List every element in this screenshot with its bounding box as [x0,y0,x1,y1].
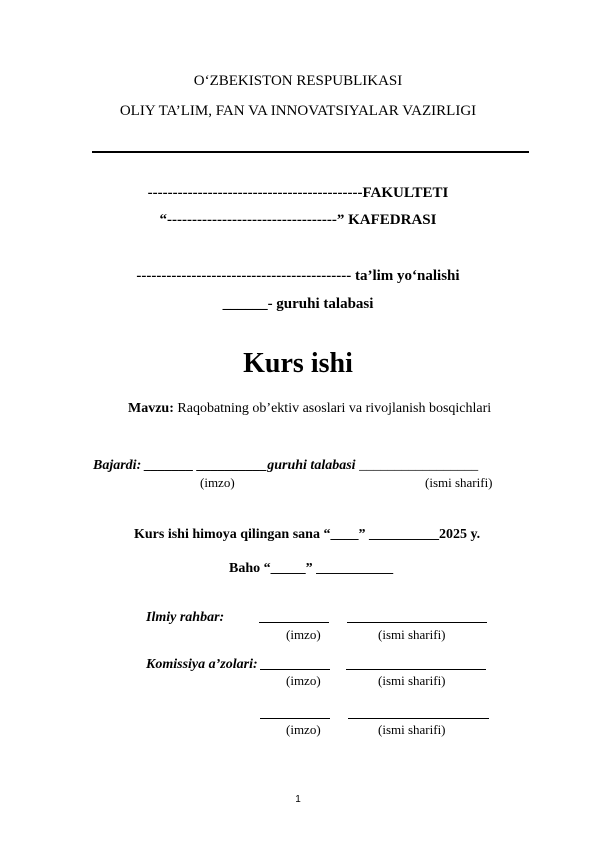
supervisor-signature-blank [259,610,329,623]
commission-name-caption-2: (ismi sharifi) [378,722,446,737]
page-number: 1 [295,794,301,805]
topic-text: Raqobatning ob’ektiv asoslari va rivojlanish bosqichlari [173,401,492,416]
direction-line: ------------------------------------------- ta’lim yo‘nalishi [136,268,460,284]
group-line: ______- guruhi talabasi [222,296,374,312]
header-divider [92,151,529,153]
commission-name-caption-1: (ismi sharifi) [378,673,446,688]
performer-signature-caption: (imzo) [200,475,235,490]
performer-name-caption: (ismi sharifi) [425,475,493,490]
commission-signature-blank-1 [260,657,330,670]
performer-label: Bajardi: [93,458,142,473]
supervisor-name-blank [347,610,487,623]
supervisor-name-caption: (ismi sharifi) [378,627,446,642]
performer-group-text: guruhi talabasi [267,458,356,473]
grade-line: Baho “_____” ___________ [229,561,394,576]
commission-signature-caption-1: (imzo) [286,673,321,688]
supervisor-label: Ilmiy rahbar: [146,610,225,625]
performer-blank-3: _________________ [355,458,479,473]
performer-blank-1: _______ [141,458,198,473]
performer-line [93,458,478,474]
defense-date-line: Kurs ishi himoya qilingan sana “____” __________2025 y. [134,527,481,542]
commission-label: Komissiya a’zolari: [146,657,258,672]
commission-name-blank-2 [348,706,489,719]
performer-blank-2: __________ [197,458,268,473]
commission-signature-caption-2: (imzo) [286,722,321,737]
department-line: “----------------------------------” KAFEDRASI [159,212,437,228]
commission-signature-blank-2 [260,706,330,719]
commission-name-blank-1 [346,657,486,670]
faculty-line: -------------------------------------------FAKULTETI [147,185,449,201]
document-title: Kurs ishi [243,348,353,379]
topic-line [128,401,491,417]
topic-label: Mavzu: [128,401,174,416]
ministry-heading: OLIY TA’LIM, FAN VA INNOVATSIYALAR VAZIRLIGI [119,103,477,119]
republic-heading: O‘ZBEKISTON RESPUBLIKASI [193,73,403,89]
supervisor-signature-caption: (imzo) [286,627,321,642]
